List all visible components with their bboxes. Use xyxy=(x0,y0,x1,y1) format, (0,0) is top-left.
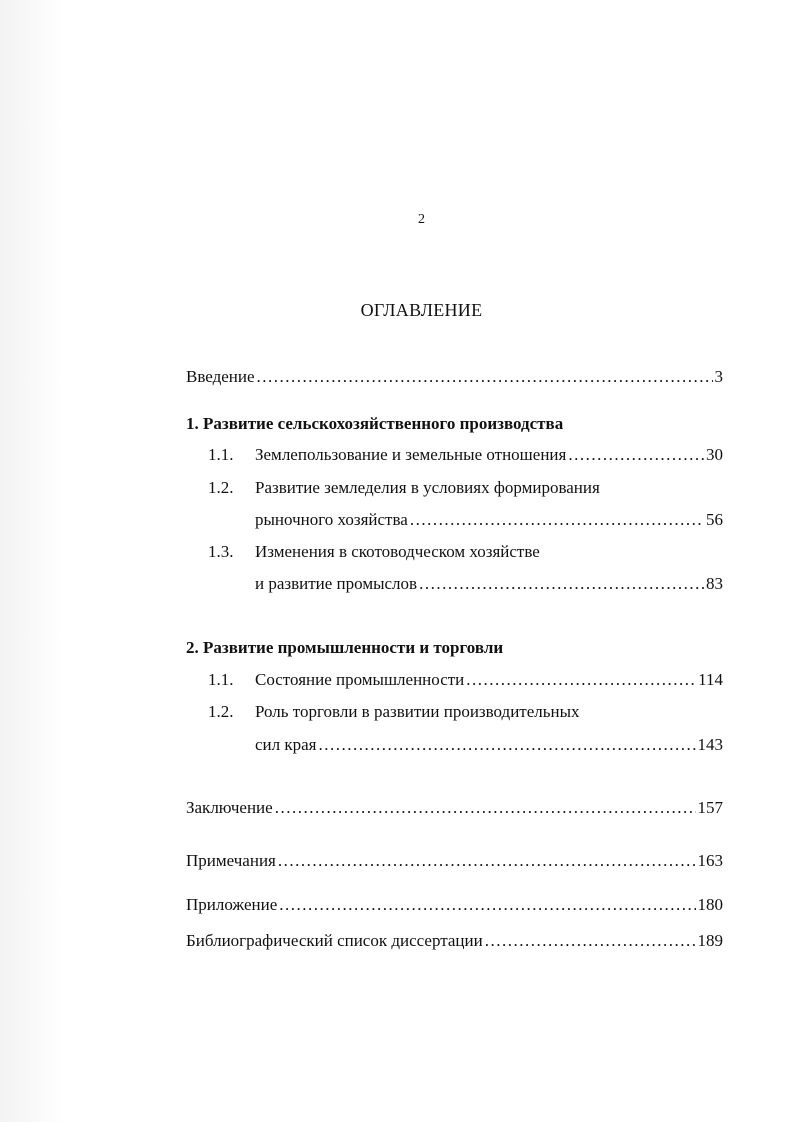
scan-edge-shade xyxy=(0,0,64,1122)
toc-entry-intro xyxy=(186,367,723,387)
toc-entry-bibliography xyxy=(186,931,723,951)
toc-entry-appendix xyxy=(186,895,723,915)
toc-title: ОГЛАВЛЕНИЕ xyxy=(360,300,483,320)
toc-entry-label: Землепользование и земельные отношения xyxy=(255,445,567,464)
toc-entry-label: Изменения в скотоводческом хозяйстве xyxy=(255,542,540,561)
toc-entry-page: 56 xyxy=(706,510,723,529)
toc-entry-2-1 xyxy=(208,670,723,690)
toc-entry-label: Приложение xyxy=(186,895,278,914)
toc-entry-number: 1.1. xyxy=(208,445,234,464)
dot-leader xyxy=(568,445,704,465)
dot-leader xyxy=(279,895,695,915)
toc-entry-number: 1.1. xyxy=(208,670,234,689)
toc-entry-1-1 xyxy=(208,445,723,465)
toc-entry-page: 3 xyxy=(714,367,723,386)
dot-leader xyxy=(278,851,696,871)
toc-entry-label: сил края xyxy=(255,735,317,754)
dot-leader xyxy=(275,798,696,818)
toc-entry-1-2-line2 xyxy=(255,510,723,530)
toc-entry-label: Роль торговли в развитии производительных xyxy=(255,702,580,721)
toc-entry-2-2-line2 xyxy=(255,735,723,755)
dot-leader xyxy=(257,367,713,387)
page-number: 2 xyxy=(418,212,425,227)
toc-entry-1-2-line1 xyxy=(208,478,600,498)
dot-leader xyxy=(319,735,696,755)
toc-entry-label: Развитие земледелия в условиях формирования xyxy=(255,478,600,497)
toc-entry-label: Библиографический список диссертации xyxy=(186,931,483,950)
toc-entry-page: 30 xyxy=(706,445,723,464)
toc-entry-number: 1.2. xyxy=(208,478,234,497)
toc-entry-number: 1.2. xyxy=(208,702,234,721)
chapter-2-heading: 2. Развитие промышленности и торговли xyxy=(186,638,504,657)
toc-entry-1-3-line2 xyxy=(255,574,723,594)
toc-entry-label: Заключение xyxy=(186,798,273,817)
toc-entry-page: 180 xyxy=(697,895,723,914)
toc-entry-page: 163 xyxy=(697,851,723,870)
toc-entry-notes xyxy=(186,851,723,871)
dot-leader xyxy=(466,670,696,690)
toc-entry-number: 1.3. xyxy=(208,542,234,561)
toc-entry-label: Состояние промышленности xyxy=(255,670,465,689)
toc-entry-label: и развитие промыслов xyxy=(255,574,418,593)
toc-entry-label: Введение xyxy=(186,367,255,386)
toc-entry-label: рыночного хозяйства xyxy=(255,510,408,529)
toc-entry-page: 83 xyxy=(706,574,723,593)
toc-entry-2-2-line1 xyxy=(208,702,580,722)
toc-entry-conclusion xyxy=(186,798,723,818)
toc-entry-page: 189 xyxy=(697,931,723,950)
dot-leader xyxy=(485,931,696,951)
toc-entry-page: 157 xyxy=(697,798,723,817)
toc-entry-page: 114 xyxy=(698,670,723,689)
chapter-1-heading: 1. Развитие сельскохозяйственного производства xyxy=(186,414,564,433)
toc-entry-1-3-line1 xyxy=(208,542,540,562)
toc-entry-label: Примечания xyxy=(186,851,276,870)
dot-leader xyxy=(410,510,704,530)
toc-entry-page: 143 xyxy=(697,735,723,754)
dot-leader xyxy=(419,574,704,594)
